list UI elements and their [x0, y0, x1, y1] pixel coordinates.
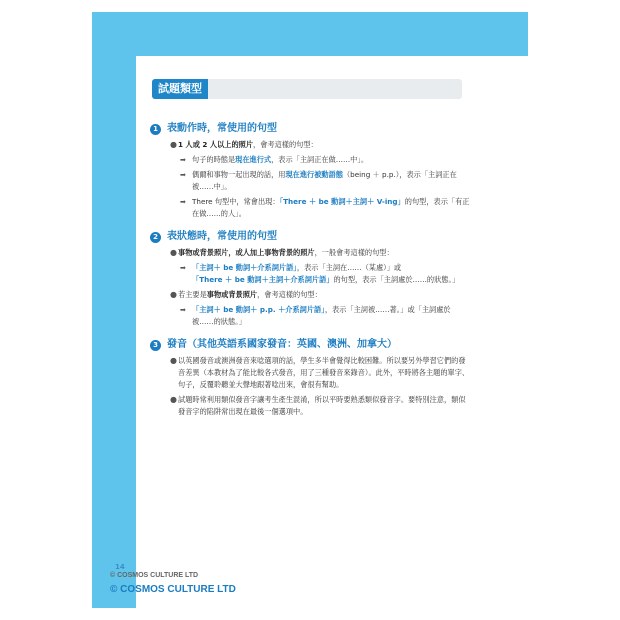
- arrow-item: [150, 169, 470, 193]
- arrow-item: [150, 154, 470, 166]
- bullet-bold-text: 事物或背景照片: [206, 290, 258, 299]
- section-3-heading: [150, 338, 470, 352]
- highlight-text: 「There ＋ be 動詞＋主詞＋介系詞片語」: [192, 275, 334, 284]
- bullet-bold-text: 1 人或 2 人以上的照片: [178, 140, 254, 149]
- arrow-text: There 句型中，常會出現：: [192, 197, 280, 206]
- arrow-text: 的句型，表示「主詞處於……的狀態。」: [333, 275, 460, 284]
- arrow-text: ，表示「主詞在……（某處）」或: [296, 263, 402, 272]
- cover-frame-top: [92, 12, 528, 56]
- arrow-text: （being ＋ p.p.），表示「主詞正在被……中」。: [192, 170, 457, 191]
- arrow-text: ，表示「主詞被……著。」或「主詞處於被……的狀態。」: [192, 305, 451, 326]
- bullet-bold-text: 事物或背景照片，或人加上事物背景的照片: [178, 248, 315, 257]
- paragraph-text: 試題時常利用類似發音字讓考生產生混淆，所以平時要熟悉類似發音字。要特別注意，類似發音字的陷阱常出現在最後一個選項中。: [178, 395, 466, 416]
- arrow-text: 句子的時態是: [192, 155, 236, 164]
- list-item: [150, 355, 470, 391]
- highlight-text: 「There ＋ be 動詞＋主詞＋ V-ing」: [279, 197, 405, 206]
- arrow-icon: ➡: [180, 306, 186, 314]
- arrow-icon: ➡: [180, 198, 186, 206]
- cover-frame-left: [92, 12, 136, 608]
- section-title: 試題類型: [152, 79, 208, 99]
- section-3-heading-text: 發音（其他英語系國家發音：英國、澳洲、加拿大）: [167, 339, 397, 350]
- arrow-icon: ➡: [180, 156, 186, 164]
- highlight-text: 現在進行被動語態: [285, 170, 343, 179]
- bullet-text: ，會考這樣的句型：: [257, 290, 322, 299]
- arrow-item: [150, 262, 470, 286]
- bullet-icon: ●: [170, 290, 177, 299]
- list-item: [150, 394, 470, 418]
- page-content: [150, 122, 470, 418]
- bullet-icon: ●: [170, 395, 177, 404]
- arrow-text: ，表示「主詞正在做……中」。: [271, 155, 369, 164]
- bullet-icon: ●: [170, 140, 177, 149]
- bullet-text: ，會考這樣的句型：: [253, 140, 318, 149]
- number-badge-2: 2: [150, 232, 161, 243]
- arrow-text: 偶爾和事物一起出現的話，用: [192, 170, 286, 179]
- section-2-heading: [150, 230, 470, 244]
- paragraph-text: 以英國發音或澳洲發音來唸選項的話，學生多半會覺得比較困難。所以要另外學習它們的發音差異（本教材為了能比較各式發音，用了三種發音來錄音）。此外，平時將各主題的單字、句子，反覆聆聽並大聲地跟著唸出來，會很有幫助。: [178, 356, 470, 389]
- page-number: 14: [115, 563, 125, 571]
- bullet-icon: ●: [170, 356, 177, 365]
- arrow-icon: ➡: [180, 264, 186, 272]
- highlight-text: 「主詞＋ be 動詞＋介系詞片語」: [192, 263, 297, 272]
- list-item: [150, 139, 470, 151]
- bullet-text: 若主要是: [178, 290, 207, 299]
- highlight-text: 現在進行式: [235, 155, 272, 164]
- number-badge-3: 3: [150, 340, 161, 351]
- number-badge-1: 1: [150, 124, 161, 135]
- arrow-item: [150, 304, 470, 328]
- list-item: [150, 247, 470, 259]
- bullet-text: ，一般會考這樣的句型：: [314, 248, 394, 257]
- section-2-heading-text: 表狀態時，常使用的句型: [167, 231, 277, 242]
- watermark-large: © COSMOS CULTURE LTD: [110, 584, 236, 595]
- section-header-bar: [152, 79, 462, 99]
- section-1-heading: [150, 122, 470, 136]
- section-1-heading-text: 表動作時，常使用的句型: [167, 123, 277, 134]
- watermark-small: © COSMOS CULTURE LTD: [110, 572, 199, 579]
- arrow-item: [150, 196, 470, 220]
- arrow-text: 的句型，表示「有正在做……的人」。: [192, 197, 470, 218]
- arrow-icon: ➡: [180, 171, 186, 179]
- bullet-icon: ●: [170, 248, 177, 257]
- list-item: [150, 289, 470, 301]
- highlight-text: 「主詞＋ be 動詞＋ p.p. ＋介系詞片語」: [192, 305, 325, 314]
